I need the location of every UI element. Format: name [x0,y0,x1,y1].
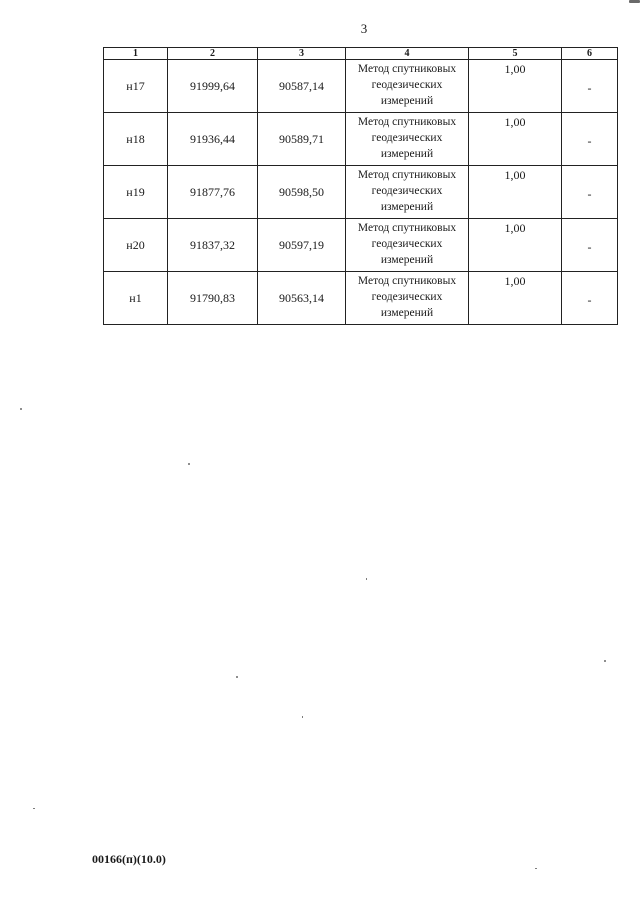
table-header-row [104,48,618,60]
column-header-6: 6 [562,48,618,60]
note-value: - [562,166,618,219]
coordinate-x: 91837,32 [168,219,258,272]
measurement-method: Метод спутниковых геодезических измерений [346,272,469,325]
coordinate-y: 90598,50 [258,166,346,219]
table-row [104,166,618,219]
scan-speck [188,463,190,465]
coordinate-y: 90563,14 [258,272,346,325]
coordinate-x: 91790,83 [168,272,258,325]
column-header-3: 3 [258,48,346,60]
coordinates-table [103,47,618,325]
coordinate-y: 90587,14 [258,60,346,113]
point-label: н20 [104,219,168,272]
measurement-method: Метод спутниковых геодезических измерений [346,113,469,166]
coordinate-y: 90597,19 [258,219,346,272]
table-row [104,60,618,113]
point-label: н18 [104,113,168,166]
scan-speck [33,808,35,809]
scan-speck [302,716,303,718]
scan-speck [629,0,640,3]
note-value: - [562,113,618,166]
coordinate-x: 91936,44 [168,113,258,166]
document-code: 00166(п)(10.0) [92,852,166,866]
coordinate-y: 90589,71 [258,113,346,166]
precision-value: 1,00 [469,113,562,166]
column-header-1: 1 [104,48,168,60]
scan-speck [535,868,537,869]
note-value: - [562,219,618,272]
measurement-method: Метод спутниковых геодезических измерений [346,60,469,113]
table-row [104,113,618,166]
coordinate-x: 91877,76 [168,166,258,219]
precision-value: 1,00 [469,166,562,219]
point-label: н1 [104,272,168,325]
column-header-5: 5 [469,48,562,60]
measurement-method: Метод спутниковых геодезических измерений [346,219,469,272]
column-header-4: 4 [346,48,469,60]
scan-speck [20,408,22,410]
precision-value: 1,00 [469,272,562,325]
scan-speck [366,578,367,580]
note-value: - [562,60,618,113]
point-label: н17 [104,60,168,113]
measurement-method: Метод спутниковых геодезических измерений [346,166,469,219]
scan-speck [604,660,606,662]
column-header-2: 2 [168,48,258,60]
point-label: н19 [104,166,168,219]
scan-speck [236,676,238,678]
note-value: - [562,272,618,325]
coordinate-x: 91999,64 [168,60,258,113]
precision-value: 1,00 [469,60,562,113]
page-number: 3 [360,21,368,36]
precision-value: 1,00 [469,219,562,272]
table-row [104,219,618,272]
table-row [104,272,618,325]
